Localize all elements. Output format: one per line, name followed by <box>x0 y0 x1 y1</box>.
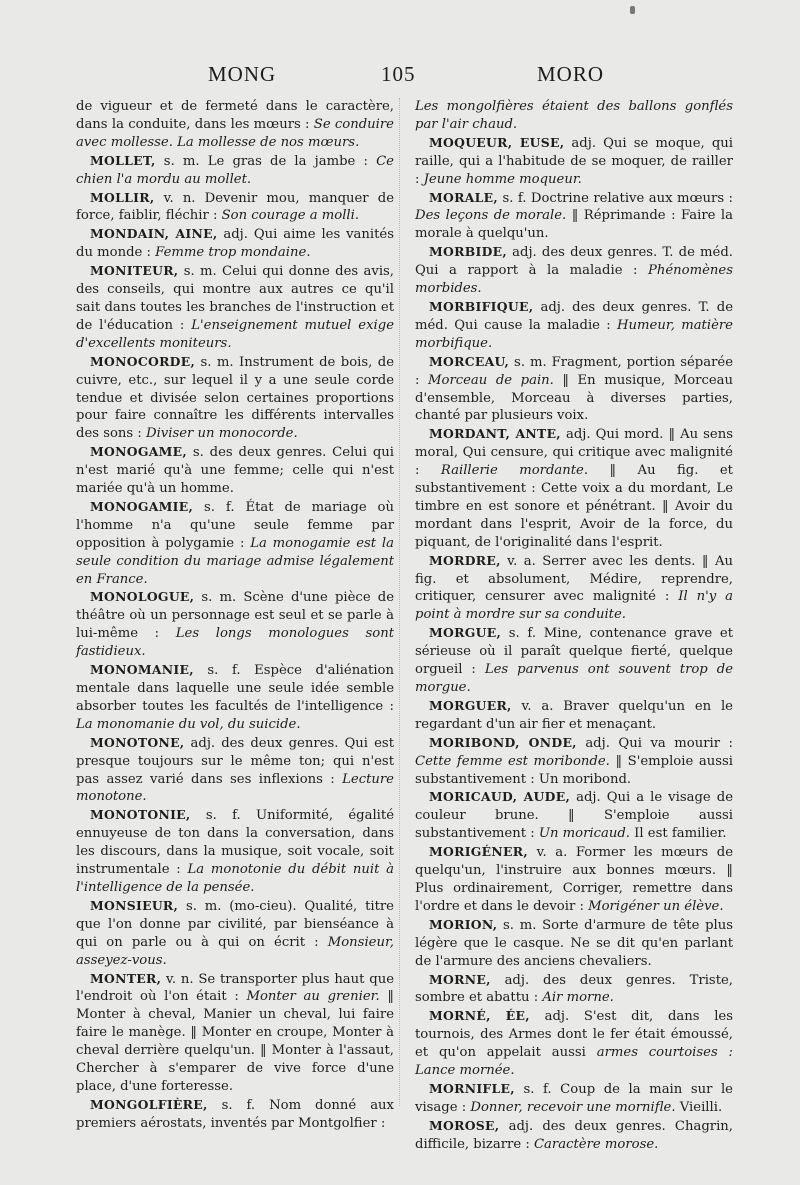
dictionary-entry <box>76 189 394 226</box>
definition-text: s. f. Doctrine relative aux mœurs : <box>498 190 733 206</box>
dictionary-entry <box>76 152 394 189</box>
example-text: Phénomènes morbides. <box>415 263 733 297</box>
headword: MOQUEUR, EUSE, <box>429 134 565 150</box>
headword: MORION, <box>429 916 498 932</box>
dictionary-entry <box>415 298 733 353</box>
headword: MONTER, <box>90 970 162 986</box>
dictionary-entry <box>415 734 733 789</box>
headword: MORICAUD, AUDE, <box>429 789 571 805</box>
definition-text: adj. Qui a le visage de couleur brune. ‖ S'emploie aussi substantivement : <box>415 790 733 842</box>
definition-text: adj. Qui se moque, qui raille, qui a l'habitude de se moquer, de railler : <box>415 135 733 187</box>
headword: MORNE, <box>429 971 491 987</box>
definition-text: s. f. Nom donné aux premiers aérostats, inventés par Montgolfier : <box>76 1097 394 1131</box>
right-column <box>415 98 733 1154</box>
headword: MONOMANIE, <box>90 662 194 678</box>
dictionary-entry <box>76 661 394 734</box>
dictionary-entry <box>76 353 394 444</box>
dictionary-entry <box>415 552 733 625</box>
definition-text: adj. Qui aime les vanités du monde : <box>76 227 395 261</box>
example-text: Les longs monologues sont fastidieux. <box>76 626 394 660</box>
left-column <box>76 98 394 1133</box>
definition-text: adj. des deux genres. Qui est presque toujours sur le même ton; qui n'est pas assez varié dans ses inflexions : <box>76 735 394 787</box>
headword: MOLLIR, <box>90 189 155 205</box>
definition-text: de vigueur et de fermeté dans le caractère, dans la conduite, dans les mœurs : <box>76 99 394 132</box>
headword: MORDRE, <box>429 552 501 568</box>
example-text: Les parvenus ont souvent trop de morgue. <box>415 662 733 695</box>
headword: MORBIFIQUE, <box>429 298 534 314</box>
dictionary-entry <box>415 624 733 697</box>
example-text: Il n'y a point à mordre sur sa conduite. <box>415 589 733 623</box>
definition-text: s. f. Mine, contenance grave et sérieuse où il paraît quelque fierté, quelque orgueil : <box>415 626 733 678</box>
dictionary-entry <box>415 353 733 426</box>
example-text: Cette femme est moribonde. <box>415 753 610 769</box>
headword: MONOCORDE, <box>90 353 196 369</box>
ink-spot <box>630 6 635 14</box>
definition-text: adj. des deux genres. Triste, sombre et abattu : <box>415 972 733 1006</box>
dictionary-entry <box>76 588 394 661</box>
example-text: Monsieur, asseyez-vous. <box>76 934 394 968</box>
example-text: Diviser un monocorde. <box>146 426 298 442</box>
definition-text: s. f. Uniformité, égalité ennuyeuse de ton dans la conversation, dans les discours, dans la musique, soit vocale, soit instrumentale : <box>76 808 394 878</box>
headword: MORDANT, ANTE, <box>429 426 561 442</box>
example-text: Raillerie mordante. <box>440 463 589 479</box>
headword: MONITEUR, <box>90 263 179 279</box>
headword: MORCEAU, <box>429 353 510 369</box>
headword: MONOLOGUE, <box>90 589 195 605</box>
headword: MONGOLFIÈRE, <box>90 1096 208 1112</box>
dictionary-entry <box>415 788 733 843</box>
dictionary-entry <box>415 425 733 551</box>
definition-text: s. m. Sorte d'armure de tête plus légère que le casque. Ne se dit qu'en parlant de l'armure des anciens chevaliers. <box>415 917 733 969</box>
definition-text: v. n. Se transporter plus haut que l'endroit où l'on était : <box>76 971 394 1005</box>
definition-tail: Il est familier. <box>629 826 727 842</box>
dictionary-entry <box>76 498 394 589</box>
header-left-guideword: MONG <box>208 62 277 86</box>
definition-text: s. m. Celui qui donne des avis, des conseils, qui montre aux autres ce qu'il sait dans toutes les branches de l'instruction et de l'éducation : <box>76 264 394 333</box>
dictionary-entry <box>415 916 733 971</box>
dictionary-entry <box>415 1007 733 1080</box>
definition-text: v. a. Braver quelqu'un en le regardant d'un air fier et menaçant. <box>415 698 733 732</box>
definition-text: s. f. Espèce d'aliénation mentale dans laquelle une seule idée semble absorber toutes les facultés de l'intelligence : <box>76 663 394 714</box>
header-right-guideword: MORO <box>537 62 605 86</box>
definition-text: adj. des deux genres. T. de méd. Qui a rapport à la maladie : <box>415 245 733 279</box>
dictionary-entry <box>415 1117 733 1154</box>
dictionary-entry <box>76 897 394 970</box>
definition-text: s. des deux genres. Celui qui n'est marié qu'à une femme; celle qui n'est mariée qu'à un homme. <box>76 445 394 497</box>
example-text: Air morne. <box>542 990 614 1006</box>
column-divider <box>399 98 401 1106</box>
example-text: Caractère morose. <box>533 1136 659 1152</box>
example-text: La monogamie est la seule condition du mariage admise légalement en France. <box>76 535 394 587</box>
definition-text: s. m. Scène d'une pièce de théâtre où un personnage est seul et se parle à lui-même : <box>76 590 394 642</box>
dictionary-entry <box>415 98 733 134</box>
dictionary-entry <box>415 189 733 244</box>
definition-text: v. n. Devenir mou, manquer de force, faiblir, fléchir : <box>76 190 394 224</box>
definition-tail: ‖ Monter à cheval, Manier un cheval, lui faire faire le manège. ‖ Monter en croupe, Monter à cheval derrière quelqu'un. ‖ Monter à l'assaut, Chercher à s'emparer de vive force d'une place, d'une forteresse. <box>76 989 394 1094</box>
dictionary-entry <box>76 734 394 807</box>
definition-text: adj. Qui mord. ‖ Au sens moral, Qui censure, qui critique avec malignité : <box>415 427 733 479</box>
example-text: La monotonie du débit nuit à l'intelligence de la pensée. <box>76 862 395 895</box>
headword: MORIBOND, ONDE, <box>429 734 577 750</box>
definition-text: s. m. (mo-cieu). Qualité, titre que l'on donne par civilité, par bienséance à qui on parle ou à qui on écrit : <box>76 898 394 950</box>
page-number: 105 <box>381 62 416 86</box>
definition-text: adj. des deux genres. T. de méd. Qui cause la maladie : <box>415 299 733 333</box>
example-text: Monter au grenier. <box>246 989 380 1005</box>
definition-tail: Vieilli. <box>675 1099 723 1115</box>
dictionary-entry <box>415 971 733 1008</box>
dictionary-entry <box>76 970 394 1096</box>
headword: MORNÉ, ÉE, <box>429 1008 530 1024</box>
headword: MONOGAMIE, <box>90 498 194 514</box>
running-header <box>0 62 800 90</box>
example-text: Un moricaud. <box>538 826 630 842</box>
headword: MONOGAME, <box>90 444 187 460</box>
headword: MORNIFLE, <box>429 1080 515 1096</box>
headword: MORGUER, <box>429 697 512 713</box>
headword: MONOTONE, <box>90 734 185 750</box>
headword: MORALE, <box>429 189 498 205</box>
headword: MORBIDE, <box>429 244 507 260</box>
dictionary-entry <box>76 98 394 152</box>
headword: MOROSE, <box>429 1117 500 1133</box>
definition-text: s. f. État de mariage où l'homme n'a qu'une seule femme par opposition à polygamie : <box>76 499 394 551</box>
dictionary-entry <box>76 443 394 498</box>
example-text: Les mongolfières étaient des ballons gonflés par l'air chaud. <box>415 99 733 132</box>
headword: MONDAIN, AINE, <box>90 226 218 242</box>
example-text: Se conduire avec mollesse. La mollesse de nos mœurs. <box>76 116 394 150</box>
dictionary-entry <box>76 262 394 353</box>
dictionary-entry <box>415 1080 733 1117</box>
definition-tail: ‖ S'emploie aussi substantivement : Un moribond. <box>415 753 733 787</box>
example-text: armes courtoises : Lance mornée. <box>415 1045 733 1079</box>
headword: MOLLET, <box>90 152 156 168</box>
example-text: Humeur, matière morbifique. <box>415 317 733 351</box>
dictionary-entry <box>415 134 733 189</box>
headword: MONSIEUR, <box>90 897 179 913</box>
dictionary-entry <box>415 843 733 916</box>
headword: MONOTONIE, <box>90 807 191 823</box>
headword: MORIGÉNER, <box>429 844 529 860</box>
example-text: Ce chien l'a mordu au mollet. <box>76 153 394 187</box>
dictionary-entry <box>76 1096 394 1133</box>
example-text: Donner, recevoir une mornifle. <box>470 1099 676 1115</box>
example-text: Jeune homme moqueur. <box>423 171 582 187</box>
dictionary-entry <box>415 243 733 298</box>
dictionary-entry <box>76 225 394 262</box>
definition-text: adj. S'est dit, dans les tournois, des Armes dont le fer était émoussé, et qu'on appelait aussi <box>415 1009 733 1061</box>
example-text: Lecture monotone. <box>76 771 394 805</box>
definition-text: adj. Qui va mourir : <box>576 735 733 751</box>
definition-text: s. m. Fragment, portion séparée : <box>415 354 733 388</box>
example-text: Morigéner un élève. <box>588 898 724 914</box>
example-text: Son courage a molli. <box>221 208 360 224</box>
definition-text: v. a. Former les mœurs de quelqu'un, l'instruire aux bonnes mœurs. ‖ Plus ordinairement, Corriger, remettre dans l'ordre et dans le devoir : <box>415 845 733 914</box>
definition-text: v. a. Serrer avec les dents. ‖ Au fig. et absolument, Médire, reprendre, critiquer, censurer avec malignité : <box>415 553 733 605</box>
definition-tail: ‖ Au fig. et substantivement : Cette voix a du mordant, Le timbre en est sonore et pénétrant. ‖ Avoir du mordant dans l'esprit, Avoir de la force, du piquant, de l'originalité dans l'esprit. <box>415 463 733 550</box>
dictionary-entry <box>76 806 394 897</box>
definition-text: s. m. Instrument de bois, de cuivre, etc., sur lequel il y a une seule corde tendue et divisée selon certaines proportions pour faire connaître les différents intervalles des sons : <box>76 354 394 442</box>
definition-tail: ‖ Réprimande : Faire la morale à quelqu'un. <box>415 208 733 242</box>
headword: MORGUE, <box>429 625 502 641</box>
dictionary-entry <box>415 697 733 734</box>
definition-text: adj. des deux genres. Chagrin, difficile, bizarre : <box>415 1118 733 1152</box>
definition-text: s. f. Coup de la main sur le visage : <box>415 1081 733 1115</box>
example-text: Des leçons de morale. <box>415 208 567 224</box>
definition-tail: ‖ En musique, Morceau d'ensemble, Morceau à diverses parties, chanté par plusieurs voix. <box>415 372 733 424</box>
example-text: Morceau de pain. <box>428 372 554 388</box>
example-text: Femme trop mondaine. <box>155 245 311 261</box>
definition-text: s. m. Le gras de la jambe : <box>155 153 377 169</box>
example-text: L'enseignement mutuel exige d'excellents moniteurs. <box>76 317 395 351</box>
example-text: La monomanie du vol, du suicide. <box>76 716 301 732</box>
